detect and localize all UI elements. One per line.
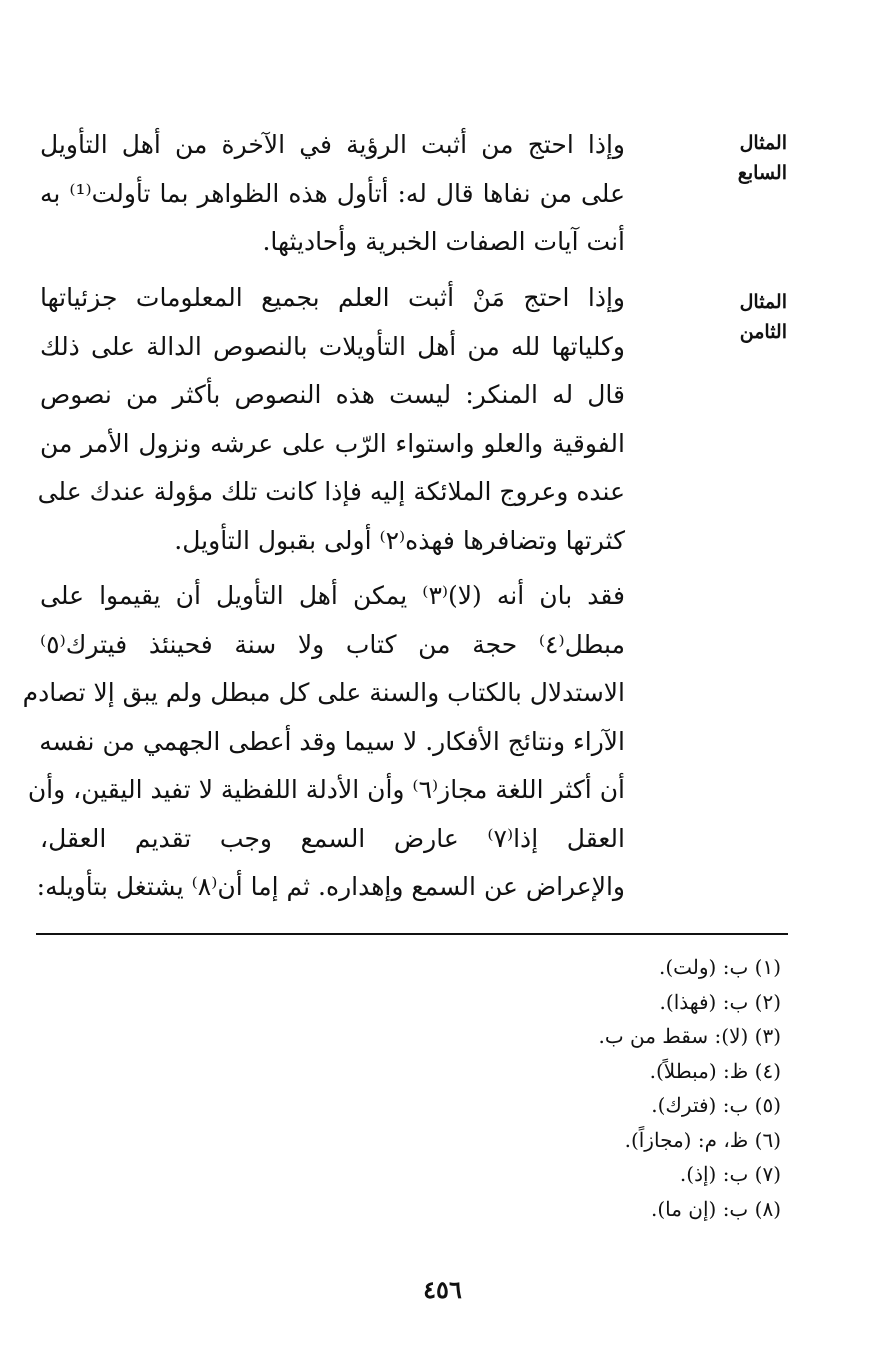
- footnote: (٦) ظ، م: (مجازاً).: [624, 1127, 781, 1152]
- footnotes: [598, 950, 781, 1226]
- text-line: وكلياتها لله من أهل التأويلات بالنصوص الدالة على ذلك: [40, 331, 625, 361]
- text-line: وإذا احتج مَنْ أثبت العلم بجميع المعلومات جزئياتها: [40, 283, 625, 312]
- text-line: الاستدلال بالكتاب والسنة على كل مبطل ولم يبق إلا تصادم: [22, 678, 625, 707]
- page-number: ٤٥٦: [423, 1275, 462, 1304]
- paragraph-eighth-example: [37, 274, 625, 565]
- text-line: قال له المنكر: ليست هذه النصوص بأكثر من نصوص: [40, 380, 625, 409]
- footnote: (٢) ب: (فهذا).: [659, 989, 781, 1014]
- footnote: (٥) ب: (فترك).: [651, 1093, 781, 1117]
- margin-label-eighth-example: المثال الثامن: [739, 291, 787, 343]
- footnote: (٨) ب: (إن ما).: [650, 1196, 781, 1221]
- text-line: والإعراض عن السمع وإهداره. ثم إما أن⁽٨⁾ يشتغل بتأويله:: [36, 872, 625, 901]
- text-line: أن أكثر اللغة مجاز⁽٦⁾ وأن الأدلة اللفظية لا تفيد اليقين، وأن: [27, 775, 625, 804]
- text-line: فقد بان أنه (لا)⁽٣⁾ يمكن أهل التأويل أن يقيموا على: [40, 581, 625, 610]
- text-line: على من نفاها قال له: أتأول هذه الظواهر بما تأولت⁽¹⁾ به: [40, 178, 625, 208]
- text-line: مبطل⁽٤⁾ حجة من كتاب ولا سنة فحينئذ فيترك⁽٥⁾: [40, 629, 625, 659]
- text-line: كثرتها وتضافرها فهذه⁽٢⁾ أولى بقبول التأويل.: [174, 525, 625, 555]
- paragraph-conclusion: [22, 572, 625, 912]
- margin-label-seventh-example: المثال السابع: [737, 132, 787, 184]
- footnote-divider: [36, 933, 788, 935]
- text-line: العقل إذا⁽٧⁾ عارض السمع وجب تقديم العقل،: [40, 823, 625, 853]
- footnote: (٣) (لا): سقط من ب.: [598, 1024, 781, 1048]
- text-line: عنده وعروج الملائكة إليه فإذا كانت تلك مؤولة عندك على: [37, 477, 625, 506]
- footnote: (٤) ظ: (مبطلاً).: [649, 1058, 781, 1083]
- footnote: (٧) ب: (إذ).: [679, 1162, 781, 1186]
- text-line: أنت آيات الصفات الخبرية وأحاديثها.: [262, 227, 625, 256]
- paragraph-seventh-example: [40, 121, 625, 267]
- text-line: الفوقية والعلو واستواء الرّب على عرشه ونزول الأمر من: [40, 428, 625, 458]
- text-line: وإذا احتج من أثبت الرؤية في الآخرة من أهل التأويل: [40, 130, 625, 159]
- text-line: الآراء ونتائج الأفكار. لا سيما وقد أعطى الجهمي من نفسه: [39, 726, 625, 756]
- footnote: (١) ب: (ولت).: [659, 955, 781, 979]
